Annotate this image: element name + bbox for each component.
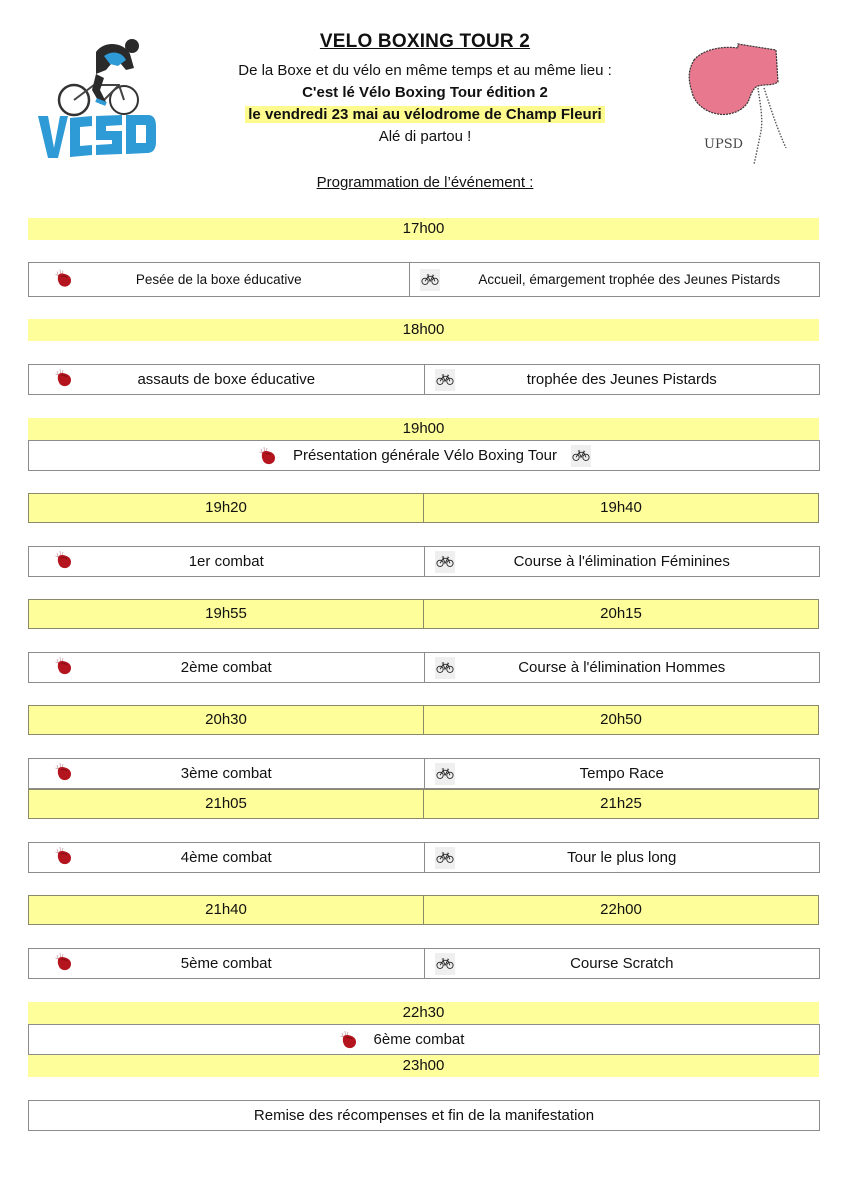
time-band-split <box>28 895 819 925</box>
boxe-cell <box>29 263 410 296</box>
page-title: VELO BOXING TOUR 2 <box>319 31 531 52</box>
velo-activity: Tour le plus long <box>567 849 677 866</box>
time-band: 17h00 <box>28 218 819 240</box>
boxing-glove-icon <box>53 656 75 680</box>
schedule-row-single <box>28 440 820 471</box>
velo-activity: Course Scratch <box>570 955 674 972</box>
velo-cell <box>425 759 820 788</box>
boxe-cell <box>29 843 425 872</box>
boxe-activity: 3ème combat <box>180 765 272 782</box>
header-subtitle: De la Boxe et du vélo en même temps et au même lieu : <box>238 62 612 79</box>
boxe-activity: assauts de boxe éducative <box>137 371 316 388</box>
velo-activity: Tempo Race <box>579 765 664 782</box>
vcsd-logo <box>34 30 162 160</box>
velo-time: 20h50 <box>600 711 642 728</box>
schedule-row <box>28 758 820 789</box>
boxing-glove-icon <box>257 446 279 466</box>
closing-activity: Remise des récompenses et fin de la manifestation <box>253 1107 595 1124</box>
boxe-time: 20h30 <box>29 706 424 734</box>
velo-cell <box>410 263 820 296</box>
boxe-cell <box>29 759 425 788</box>
velo-cell <box>425 949 820 978</box>
boxe-cell <box>29 949 425 978</box>
header-edition: C'est lé Vélo Boxing Tour édition 2 <box>302 84 548 101</box>
bicycle-icon <box>420 269 440 291</box>
velo-activity: Course à l'élimination Féminines <box>513 553 730 570</box>
vcsd-logo-text <box>38 115 156 158</box>
bicycle-icon <box>435 657 455 679</box>
time-band-split <box>28 599 819 629</box>
boxe-time: 19h55 <box>29 600 424 628</box>
time-band-split <box>28 705 819 735</box>
time-band: 23h00 <box>28 1055 819 1077</box>
boxing-glove-icon <box>338 1030 360 1050</box>
time-band-split <box>28 789 819 819</box>
header-slogan: Alé di partou ! <box>378 128 472 145</box>
boxe-time: 19h20 <box>29 494 424 522</box>
velo-time: 22h00 <box>600 901 642 918</box>
velo-activity: Course à l'élimination Hommes <box>518 659 726 676</box>
boxe-activity: 4ème combat <box>180 849 272 866</box>
boxe-activity: 2ème combat <box>180 659 272 676</box>
schedule-row <box>28 842 820 873</box>
time-band: 19h00 <box>28 418 819 440</box>
upsd-logo <box>676 40 826 180</box>
velo-cell <box>425 365 820 394</box>
bicycle-icon <box>435 369 455 391</box>
bicycle-icon <box>435 847 455 869</box>
velo-time: 20h15 <box>600 605 642 622</box>
boxing-glove-icon <box>53 846 75 870</box>
schedule-row-single <box>28 1100 820 1131</box>
boxing-glove-icon <box>53 762 75 786</box>
schedule-row <box>28 652 820 683</box>
velo-time: 21h25 <box>600 795 642 812</box>
velo-cell <box>425 653 820 682</box>
boxing-glove-icon <box>53 268 75 291</box>
time-band: 22h30 <box>28 1002 819 1024</box>
schedule-row-single <box>28 1024 820 1055</box>
boxe-cell <box>29 547 425 576</box>
schedule-row <box>28 364 820 395</box>
boxing-glove-icon <box>53 550 75 574</box>
velo-time: 19h40 <box>600 499 642 516</box>
boxe-time: 21h05 <box>29 790 424 818</box>
program-heading: Programmation de l’événement : <box>316 174 534 191</box>
velo-cell <box>425 547 820 576</box>
boxe-activity: Pesée de la boxe éducative <box>135 272 302 287</box>
time-band-split <box>28 493 819 523</box>
schedule-row <box>28 262 820 297</box>
time-band: 18h00 <box>28 319 819 341</box>
boxing-glove-icon <box>53 952 75 976</box>
bicycle-icon <box>435 763 455 785</box>
velo-activity: Accueil, émargement trophée des Jeunes Pistards <box>478 272 781 287</box>
bicycle-icon <box>435 953 455 975</box>
boxe-cell <box>29 653 425 682</box>
upsd-logo-text: UPSD <box>704 137 744 152</box>
bicycle-icon <box>571 445 591 467</box>
velo-activity: trophée des Jeunes Pistards <box>526 371 717 388</box>
boxe-time: 21h40 <box>29 896 424 924</box>
boxe-cell <box>29 365 425 394</box>
presentation-activity: Présentation générale Vélo Boxing Tour <box>292 447 558 464</box>
schedule-row <box>28 546 820 577</box>
boxing-glove-icon <box>53 368 75 392</box>
header-date-location: le vendredi 23 mai au vélodrome de Champ Fleuri <box>245 106 604 123</box>
schedule-row <box>28 948 820 979</box>
velo-cell <box>425 843 820 872</box>
boxe-activity: 6ème combat <box>373 1031 465 1048</box>
bicycle-icon <box>435 551 455 573</box>
boxe-activity: 5ème combat <box>180 955 272 972</box>
boxe-activity: 1er combat <box>188 553 264 570</box>
